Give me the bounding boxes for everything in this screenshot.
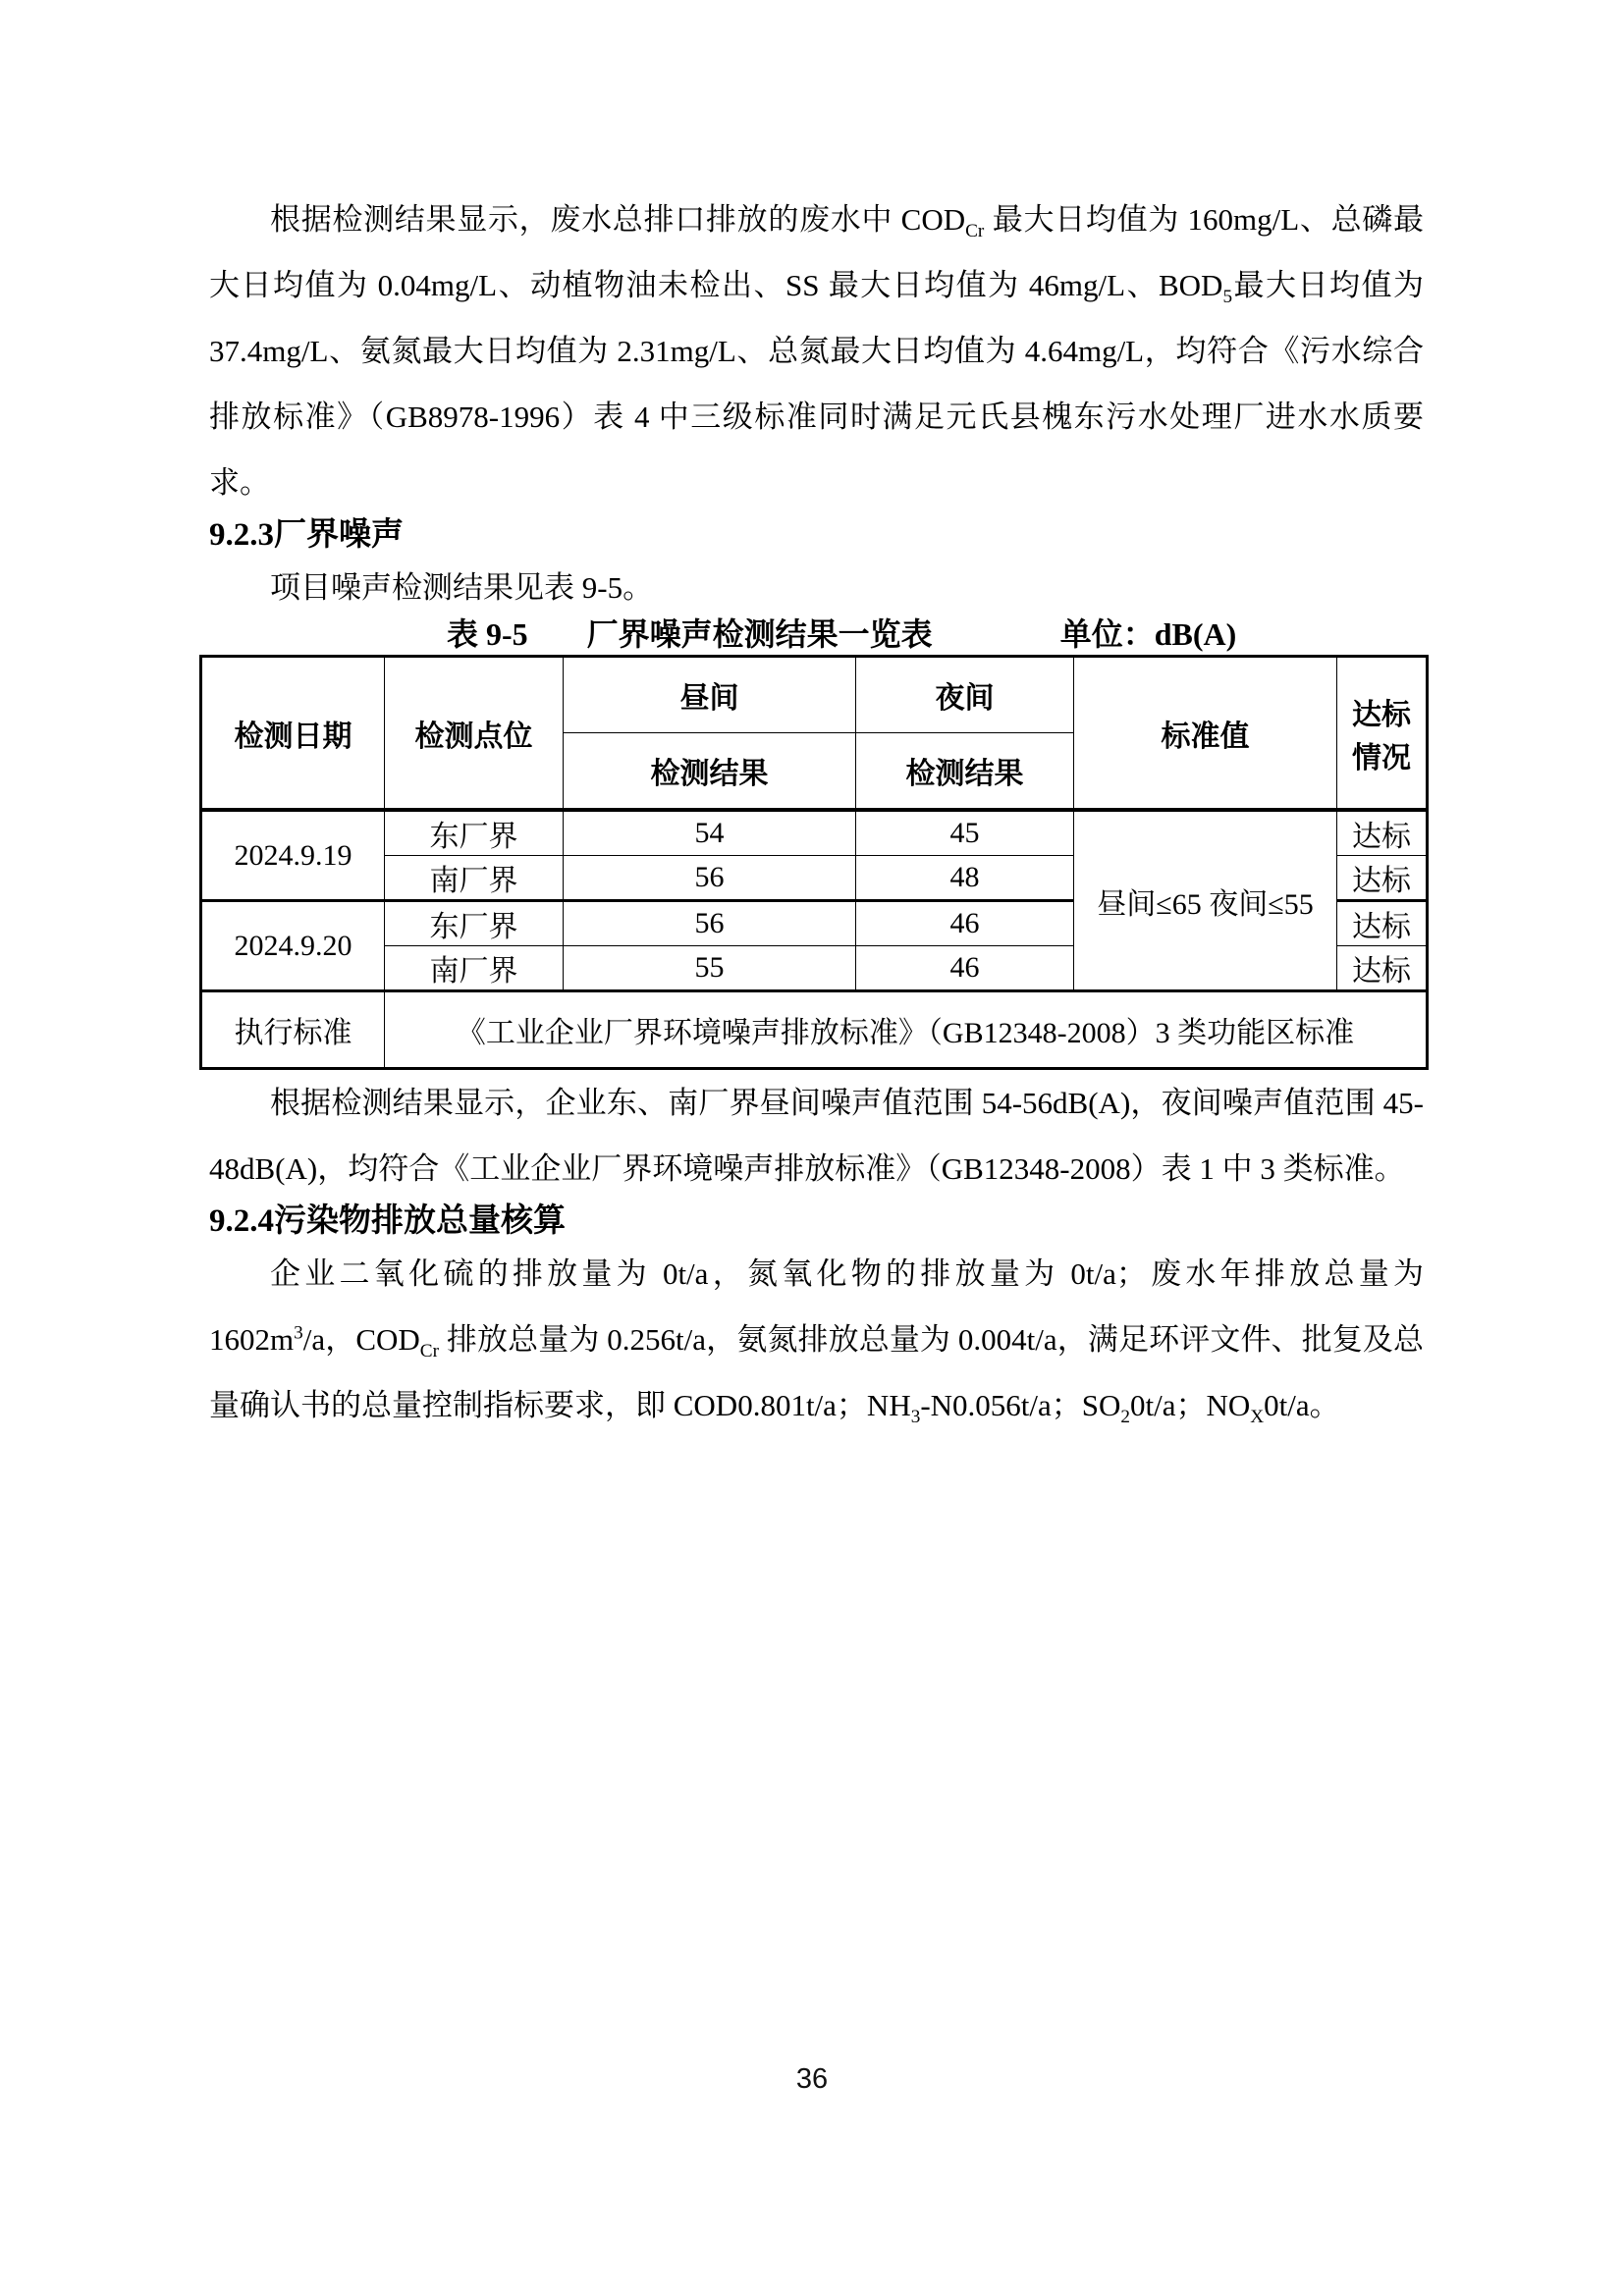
cell-standard-label: 执行标准 bbox=[201, 991, 385, 1069]
cell-status: 达标 bbox=[1337, 901, 1428, 946]
header-nighttime: 夜间 bbox=[856, 657, 1074, 733]
cell-status: 达标 bbox=[1337, 810, 1428, 856]
paragraph-noise-result: 根据检测结果显示，企业东、南厂界昼间噪声值范围 54-56dB(A)，夜间噪声值范围 45-48dB(A)，均符合《工业企业厂界环境噪声排放标准》（GB12348-2008）表 1 中 3 类标准。 bbox=[209, 1086, 1424, 1186]
page-content bbox=[209, 187, 1424, 1438]
table-row bbox=[201, 810, 1428, 856]
cell-status: 达标 bbox=[1337, 946, 1428, 991]
cell-standard-value: 昼间≤65 夜间≤55 bbox=[1074, 810, 1337, 991]
cell-day-value: 56 bbox=[564, 856, 856, 901]
cell-night-value: 45 bbox=[856, 810, 1074, 856]
heading-9-2-4-total-emissions: 9.2.4污染物排放总量核算 bbox=[209, 1203, 566, 1239]
paragraph-wastewater-results: 根据检测结果显示，废水总排口排放的废水中 $COD_{Cr}$ 最大日均值为 160mg/L、总磷最大日均值为 0.04mg/L、动植物油未检出、SS 最大日均值为 46mg/L、$BOD_5$最大日均值为 37.4mg/L、氨氮最大日均值为 2.31mg/L、总氮最大日均值为 4.64mg/L，均符合《污水综合排放标准》（GB8978-1996）表 4 中三级标准同时满足元氏县槐东污水处理厂进水水质要求。 bbox=[209, 202, 1424, 500]
cell-standard-text: 《工业企业厂界环境噪声排放标准》（GB12348-2008）3 类功能区标准 bbox=[385, 991, 1428, 1069]
cell-point: 南厂界 bbox=[385, 856, 564, 901]
header-daytime: 昼间 bbox=[564, 657, 856, 733]
page-number: 36 bbox=[795, 2063, 829, 2095]
cell-night-value: 46 bbox=[856, 946, 1074, 991]
paragraph-noise-intro: 项目噪声检测结果见表 9-5。 bbox=[270, 570, 654, 605]
noise-table bbox=[199, 655, 1429, 1070]
cell-night-value: 46 bbox=[856, 901, 1074, 946]
table-footer-row bbox=[201, 991, 1428, 1069]
header-standard-value: 标准值 bbox=[1074, 657, 1337, 811]
cell-date: 2024.9.20 bbox=[201, 901, 385, 991]
cell-day-value: 54 bbox=[564, 810, 856, 856]
header-day-result: 检测结果 bbox=[564, 733, 856, 811]
cell-day-value: 55 bbox=[564, 946, 856, 991]
heading-9-2-3-boundary-noise: 9.2.3厂界噪声 bbox=[209, 517, 404, 553]
cell-point: 东厂界 bbox=[385, 901, 564, 946]
paragraph-total-accounting: 企业二氧化硫的排放量为 0t/a，氮氧化物的排放量为 0t/a；废水年排放总量为 $1602m^3/a$，$COD_{Cr}$ 排放总量为 0.256t/a，氨氮排放总量为 0.004t/a，满足环评文件、批复及总量确认书的总量控制指标要求，即 COD0.801t/a；$NH_3-N0.056t/a$；$SO_20t/a$；$NO_X0t/a$。 bbox=[209, 1256, 1425, 1428]
header-date: 检测日期 bbox=[201, 657, 385, 811]
table-caption-title: 厂界噪声检测结果一览表 bbox=[586, 616, 933, 652]
cell-day-value: 56 bbox=[564, 901, 856, 946]
cell-point: 东厂界 bbox=[385, 810, 564, 856]
table-caption-label: 表 9-5 bbox=[447, 616, 528, 652]
table-header-row-1 bbox=[201, 657, 1428, 733]
table-caption-unit: 单位：dB(A) bbox=[1059, 616, 1237, 652]
header-compliance: 达标情况 bbox=[1337, 657, 1428, 811]
cell-night-value: 48 bbox=[856, 856, 1074, 901]
table-caption bbox=[209, 615, 1424, 653]
cell-status: 达标 bbox=[1337, 856, 1428, 901]
header-night-result: 检测结果 bbox=[856, 733, 1074, 811]
header-point: 检测点位 bbox=[385, 657, 564, 811]
cell-point: 南厂界 bbox=[385, 946, 564, 991]
cell-date: 2024.9.19 bbox=[201, 810, 385, 901]
